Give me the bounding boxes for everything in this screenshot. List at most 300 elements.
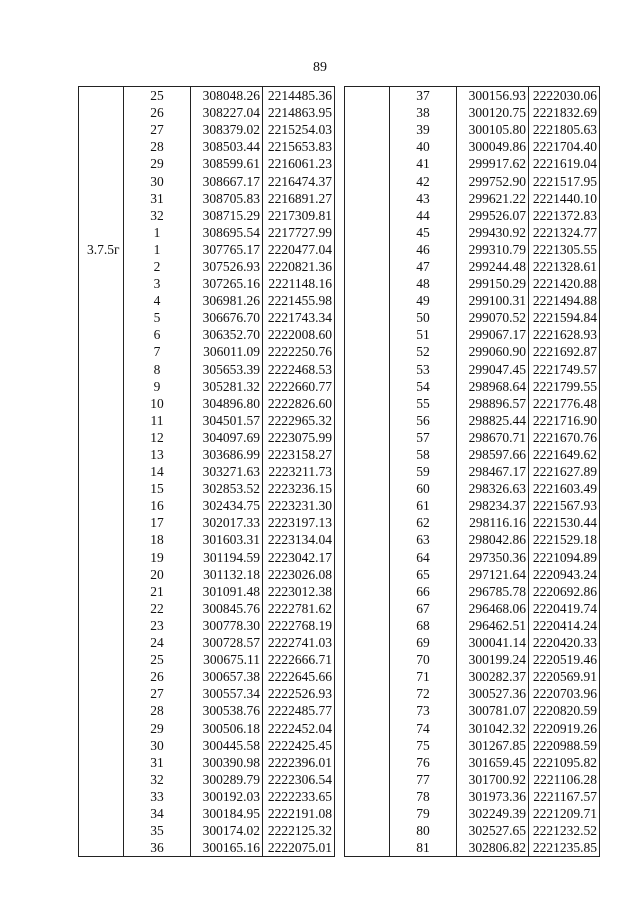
table-row xyxy=(79,429,335,446)
table-row xyxy=(79,651,335,668)
y-coordinate-cell: 2223026.08 xyxy=(263,566,335,583)
section-cell xyxy=(345,258,390,275)
y-coordinate-cell: 2223158.27 xyxy=(263,446,335,463)
point-number-cell: 30 xyxy=(124,737,191,754)
table-row xyxy=(345,805,600,822)
y-coordinate-cell: 2222396.01 xyxy=(263,754,335,771)
point-number-cell: 46 xyxy=(390,241,457,258)
table-row xyxy=(79,258,335,275)
section-cell: 3.7.5г xyxy=(79,241,124,258)
y-coordinate-cell: 2221832.69 xyxy=(529,104,600,121)
y-coordinate-cell: 2221232.52 xyxy=(529,822,600,839)
table-row xyxy=(345,754,600,771)
point-number-cell: 42 xyxy=(390,172,457,189)
y-coordinate-cell: 2221716.90 xyxy=(529,412,600,429)
point-number-cell: 76 xyxy=(390,754,457,771)
y-coordinate-cell: 2216061.23 xyxy=(263,155,335,172)
point-number-cell: 74 xyxy=(390,719,457,736)
y-coordinate-cell: 2221095.82 xyxy=(529,754,600,771)
section-cell xyxy=(345,361,390,378)
section-cell xyxy=(79,514,124,531)
x-coordinate-cell: 301973.36 xyxy=(457,788,529,805)
section-cell xyxy=(79,754,124,771)
x-coordinate-cell: 307765.17 xyxy=(191,241,263,258)
table-row xyxy=(345,446,600,463)
y-coordinate-cell: 2222526.93 xyxy=(263,685,335,702)
point-number-cell: 1 xyxy=(124,224,191,241)
table-row xyxy=(345,617,600,634)
x-coordinate-cell: 299150.29 xyxy=(457,275,529,292)
section-cell xyxy=(79,805,124,822)
section-cell xyxy=(345,685,390,702)
table-row xyxy=(345,207,600,224)
x-coordinate-cell: 298234.37 xyxy=(457,497,529,514)
point-number-cell: 26 xyxy=(124,104,191,121)
section-cell xyxy=(79,275,124,292)
y-coordinate-cell: 2216474.37 xyxy=(263,172,335,189)
section-cell xyxy=(345,668,390,685)
section-cell xyxy=(345,617,390,634)
section-cell xyxy=(345,326,390,343)
x-coordinate-cell: 301132.18 xyxy=(191,566,263,583)
y-coordinate-cell: 2221799.55 xyxy=(529,378,600,395)
x-coordinate-cell: 301194.59 xyxy=(191,549,263,566)
x-coordinate-cell: 299100.31 xyxy=(457,292,529,309)
x-coordinate-cell: 298968.64 xyxy=(457,378,529,395)
x-coordinate-cell: 306981.26 xyxy=(191,292,263,309)
table-row xyxy=(345,514,600,531)
section-cell xyxy=(345,463,390,480)
y-coordinate-cell: 2221372.83 xyxy=(529,207,600,224)
y-coordinate-cell: 2222485.77 xyxy=(263,702,335,719)
section-cell xyxy=(345,104,390,121)
section-cell xyxy=(79,531,124,548)
table-row xyxy=(345,378,600,395)
point-number-cell: 81 xyxy=(390,839,457,857)
y-coordinate-cell: 2221209.71 xyxy=(529,805,600,822)
section-cell xyxy=(79,429,124,446)
y-coordinate-cell: 2221094.89 xyxy=(529,549,600,566)
section-cell xyxy=(79,702,124,719)
section-cell xyxy=(79,87,124,105)
table-row xyxy=(345,87,600,105)
x-coordinate-cell: 300282.37 xyxy=(457,668,529,685)
table-row xyxy=(345,771,600,788)
y-coordinate-cell: 2223075.99 xyxy=(263,429,335,446)
x-coordinate-cell: 306352.70 xyxy=(191,326,263,343)
table-row xyxy=(345,172,600,189)
section-cell xyxy=(79,583,124,600)
y-coordinate-cell: 2222965.32 xyxy=(263,412,335,429)
y-coordinate-cell: 2222660.77 xyxy=(263,378,335,395)
x-coordinate-cell: 296468.06 xyxy=(457,600,529,617)
table-row xyxy=(345,104,600,121)
table-row xyxy=(345,480,600,497)
x-coordinate-cell: 298042.86 xyxy=(457,531,529,548)
table-row xyxy=(79,155,335,172)
table-row xyxy=(79,463,335,480)
point-number-cell: 43 xyxy=(390,190,457,207)
y-coordinate-cell: 2220943.24 xyxy=(529,566,600,583)
section-cell xyxy=(79,361,124,378)
y-coordinate-cell: 2223134.04 xyxy=(263,531,335,548)
table-row xyxy=(345,190,600,207)
section-cell xyxy=(79,412,124,429)
point-number-cell: 32 xyxy=(124,207,191,224)
table-row xyxy=(345,241,600,258)
section-cell xyxy=(79,497,124,514)
table-row xyxy=(79,497,335,514)
table-row xyxy=(79,634,335,651)
y-coordinate-cell: 2221455.98 xyxy=(263,292,335,309)
x-coordinate-cell: 300105.80 xyxy=(457,121,529,138)
x-coordinate-cell: 304501.57 xyxy=(191,412,263,429)
table-row xyxy=(345,309,600,326)
x-coordinate-cell: 300041.14 xyxy=(457,634,529,651)
y-coordinate-cell: 2222741.03 xyxy=(263,634,335,651)
point-number-cell: 39 xyxy=(390,121,457,138)
section-cell xyxy=(345,702,390,719)
y-coordinate-cell: 2221567.93 xyxy=(529,497,600,514)
y-coordinate-cell: 2214863.95 xyxy=(263,104,335,121)
y-coordinate-cell: 2220703.96 xyxy=(529,685,600,702)
section-cell xyxy=(345,138,390,155)
section-cell xyxy=(79,121,124,138)
section-cell xyxy=(345,566,390,583)
y-coordinate-cell: 2220919.26 xyxy=(529,719,600,736)
section-cell xyxy=(79,138,124,155)
x-coordinate-cell: 303686.99 xyxy=(191,446,263,463)
table-row xyxy=(345,651,600,668)
x-coordinate-cell: 300781.07 xyxy=(457,702,529,719)
point-number-cell: 24 xyxy=(124,634,191,651)
point-number-cell: 52 xyxy=(390,343,457,360)
table-row xyxy=(345,121,600,138)
section-cell xyxy=(345,207,390,224)
x-coordinate-cell: 306676.70 xyxy=(191,309,263,326)
point-number-cell: 65 xyxy=(390,566,457,583)
point-number-cell: 38 xyxy=(390,104,457,121)
point-number-cell: 4 xyxy=(124,292,191,309)
point-number-cell: 30 xyxy=(124,172,191,189)
section-cell xyxy=(79,326,124,343)
y-coordinate-cell: 2222468.53 xyxy=(263,361,335,378)
x-coordinate-cell: 301659.45 xyxy=(457,754,529,771)
point-number-cell: 78 xyxy=(390,788,457,805)
x-coordinate-cell: 308705.83 xyxy=(191,190,263,207)
table-row xyxy=(79,514,335,531)
point-number-cell: 69 xyxy=(390,634,457,651)
x-coordinate-cell: 302249.39 xyxy=(457,805,529,822)
coordinates-table-left xyxy=(78,86,335,857)
point-number-cell: 23 xyxy=(124,617,191,634)
section-cell xyxy=(79,309,124,326)
section-cell xyxy=(79,155,124,172)
table-row xyxy=(79,87,335,105)
table-row xyxy=(345,395,600,412)
x-coordinate-cell: 308695.54 xyxy=(191,224,263,241)
table-row xyxy=(79,617,335,634)
x-coordinate-cell: 298597.66 xyxy=(457,446,529,463)
table-row xyxy=(345,566,600,583)
table-row xyxy=(79,600,335,617)
x-coordinate-cell: 298670.71 xyxy=(457,429,529,446)
section-cell xyxy=(345,531,390,548)
point-number-cell: 20 xyxy=(124,566,191,583)
y-coordinate-cell: 2222452.04 xyxy=(263,719,335,736)
point-number-cell: 17 xyxy=(124,514,191,531)
section-cell xyxy=(345,309,390,326)
section-cell xyxy=(345,497,390,514)
y-coordinate-cell: 2221167.57 xyxy=(529,788,600,805)
section-cell xyxy=(79,634,124,651)
point-number-cell: 25 xyxy=(124,651,191,668)
x-coordinate-cell: 299244.48 xyxy=(457,258,529,275)
section-cell xyxy=(345,155,390,172)
point-number-cell: 50 xyxy=(390,309,457,326)
point-number-cell: 9 xyxy=(124,378,191,395)
point-number-cell: 33 xyxy=(124,788,191,805)
x-coordinate-cell: 301091.48 xyxy=(191,583,263,600)
x-coordinate-cell: 307265.16 xyxy=(191,275,263,292)
point-number-cell: 35 xyxy=(124,822,191,839)
table-row xyxy=(345,463,600,480)
table-row xyxy=(79,378,335,395)
point-number-cell: 53 xyxy=(390,361,457,378)
x-coordinate-cell: 300728.57 xyxy=(191,634,263,651)
y-coordinate-cell: 2220420.33 xyxy=(529,634,600,651)
point-number-cell: 54 xyxy=(390,378,457,395)
section-cell xyxy=(79,668,124,685)
section-cell xyxy=(345,583,390,600)
y-coordinate-cell: 2222250.76 xyxy=(263,343,335,360)
point-number-cell: 56 xyxy=(390,412,457,429)
x-coordinate-cell: 300174.02 xyxy=(191,822,263,839)
section-cell xyxy=(345,788,390,805)
x-coordinate-cell: 298467.17 xyxy=(457,463,529,480)
table-row xyxy=(79,343,335,360)
table-row xyxy=(79,309,335,326)
point-number-cell: 58 xyxy=(390,446,457,463)
table-row xyxy=(79,839,335,857)
x-coordinate-cell: 302434.75 xyxy=(191,497,263,514)
section-cell xyxy=(345,514,390,531)
x-coordinate-cell: 308503.44 xyxy=(191,138,263,155)
x-coordinate-cell: 304896.80 xyxy=(191,395,263,412)
point-number-cell: 27 xyxy=(124,121,191,138)
section-cell xyxy=(79,651,124,668)
x-coordinate-cell: 298116.16 xyxy=(457,514,529,531)
table-row xyxy=(79,719,335,736)
y-coordinate-cell: 2222191.08 xyxy=(263,805,335,822)
x-coordinate-cell: 300184.95 xyxy=(191,805,263,822)
x-coordinate-cell: 300557.34 xyxy=(191,685,263,702)
table-row xyxy=(345,600,600,617)
x-coordinate-cell: 300199.24 xyxy=(457,651,529,668)
x-coordinate-cell: 305281.32 xyxy=(191,378,263,395)
table-row xyxy=(79,805,335,822)
x-coordinate-cell: 299621.22 xyxy=(457,190,529,207)
section-cell xyxy=(79,395,124,412)
section-cell xyxy=(79,719,124,736)
x-coordinate-cell: 300657.38 xyxy=(191,668,263,685)
x-coordinate-cell: 300445.58 xyxy=(191,737,263,754)
x-coordinate-cell: 303271.63 xyxy=(191,463,263,480)
section-cell xyxy=(345,224,390,241)
table-row xyxy=(79,480,335,497)
point-number-cell: 28 xyxy=(124,138,191,155)
table-row xyxy=(345,788,600,805)
section-cell xyxy=(79,839,124,857)
table-row xyxy=(345,292,600,309)
x-coordinate-cell: 302017.33 xyxy=(191,514,263,531)
x-coordinate-cell: 298825.44 xyxy=(457,412,529,429)
point-number-cell: 29 xyxy=(124,719,191,736)
table-row xyxy=(345,634,600,651)
y-coordinate-cell: 2221627.89 xyxy=(529,463,600,480)
section-cell xyxy=(79,549,124,566)
x-coordinate-cell: 299067.17 xyxy=(457,326,529,343)
y-coordinate-cell: 2223211.73 xyxy=(263,463,335,480)
section-cell xyxy=(345,429,390,446)
x-coordinate-cell: 302527.65 xyxy=(457,822,529,839)
y-coordinate-cell: 2221619.04 xyxy=(529,155,600,172)
x-coordinate-cell: 300390.98 xyxy=(191,754,263,771)
table-row xyxy=(79,549,335,566)
table-row xyxy=(345,549,600,566)
y-coordinate-cell: 2215254.03 xyxy=(263,121,335,138)
y-coordinate-cell: 2220988.59 xyxy=(529,737,600,754)
point-number-cell: 25 xyxy=(124,87,191,105)
y-coordinate-cell: 2222008.60 xyxy=(263,326,335,343)
point-number-cell: 45 xyxy=(390,224,457,241)
section-cell xyxy=(345,754,390,771)
point-number-cell: 31 xyxy=(124,190,191,207)
table-row xyxy=(79,104,335,121)
point-number-cell: 68 xyxy=(390,617,457,634)
table-row xyxy=(79,207,335,224)
y-coordinate-cell: 2215653.83 xyxy=(263,138,335,155)
point-number-cell: 37 xyxy=(390,87,457,105)
y-coordinate-cell: 2221328.61 xyxy=(529,258,600,275)
y-coordinate-cell: 2222233.65 xyxy=(263,788,335,805)
y-coordinate-cell: 2220477.04 xyxy=(263,241,335,258)
table-row xyxy=(345,822,600,839)
table-row xyxy=(345,155,600,172)
table-row xyxy=(79,668,335,685)
y-coordinate-cell: 2221743.34 xyxy=(263,309,335,326)
point-number-cell: 14 xyxy=(124,463,191,480)
y-coordinate-cell: 2222826.60 xyxy=(263,395,335,412)
x-coordinate-cell: 307526.93 xyxy=(191,258,263,275)
point-number-cell: 40 xyxy=(390,138,457,155)
x-coordinate-cell: 300289.79 xyxy=(191,771,263,788)
x-coordinate-cell: 300845.76 xyxy=(191,600,263,617)
y-coordinate-cell: 2221603.49 xyxy=(529,480,600,497)
y-coordinate-cell: 2223012.38 xyxy=(263,583,335,600)
point-number-cell: 59 xyxy=(390,463,457,480)
table-row xyxy=(345,497,600,514)
section-cell xyxy=(79,292,124,309)
y-coordinate-cell: 2221305.55 xyxy=(529,241,600,258)
section-cell xyxy=(345,839,390,857)
table-row xyxy=(79,190,335,207)
section-cell xyxy=(79,104,124,121)
y-coordinate-cell: 2221649.62 xyxy=(529,446,600,463)
point-number-cell: 6 xyxy=(124,326,191,343)
point-number-cell: 8 xyxy=(124,361,191,378)
y-coordinate-cell: 2216891.27 xyxy=(263,190,335,207)
table-row xyxy=(79,326,335,343)
point-number-cell: 71 xyxy=(390,668,457,685)
x-coordinate-cell: 308048.26 xyxy=(191,87,263,105)
y-coordinate-cell: 2221670.76 xyxy=(529,429,600,446)
point-number-cell: 47 xyxy=(390,258,457,275)
table-row xyxy=(79,754,335,771)
table-row xyxy=(79,292,335,309)
section-cell xyxy=(345,172,390,189)
section-cell xyxy=(79,822,124,839)
y-coordinate-cell: 2222125.32 xyxy=(263,822,335,839)
section-cell xyxy=(79,224,124,241)
y-coordinate-cell: 2221692.87 xyxy=(529,343,600,360)
table-row xyxy=(79,822,335,839)
x-coordinate-cell: 299060.90 xyxy=(457,343,529,360)
section-cell xyxy=(345,822,390,839)
table-row xyxy=(345,138,600,155)
point-number-cell: 28 xyxy=(124,702,191,719)
point-number-cell: 80 xyxy=(390,822,457,839)
y-coordinate-cell: 2221529.18 xyxy=(529,531,600,548)
table-row xyxy=(79,138,335,155)
x-coordinate-cell: 308599.61 xyxy=(191,155,263,172)
x-coordinate-cell: 300120.75 xyxy=(457,104,529,121)
section-cell xyxy=(79,566,124,583)
section-cell xyxy=(79,737,124,754)
table-row xyxy=(79,446,335,463)
y-coordinate-cell: 2214485.36 xyxy=(263,87,335,105)
section-cell xyxy=(79,343,124,360)
y-coordinate-cell: 2220414.24 xyxy=(529,617,600,634)
x-coordinate-cell: 298896.57 xyxy=(457,395,529,412)
table-row xyxy=(79,275,335,292)
x-coordinate-cell: 299430.92 xyxy=(457,224,529,241)
x-coordinate-cell: 299526.07 xyxy=(457,207,529,224)
section-cell xyxy=(345,395,390,412)
point-number-cell: 41 xyxy=(390,155,457,172)
section-cell xyxy=(345,480,390,497)
section-cell xyxy=(345,412,390,429)
section-cell xyxy=(345,343,390,360)
section-cell xyxy=(345,241,390,258)
y-coordinate-cell: 2221805.63 xyxy=(529,121,600,138)
point-number-cell: 49 xyxy=(390,292,457,309)
table-row xyxy=(345,258,600,275)
table-row xyxy=(345,668,600,685)
section-cell xyxy=(79,600,124,617)
x-coordinate-cell: 300778.30 xyxy=(191,617,263,634)
point-number-cell: 66 xyxy=(390,583,457,600)
table-row xyxy=(345,685,600,702)
point-number-cell: 19 xyxy=(124,549,191,566)
section-cell xyxy=(79,207,124,224)
section-cell xyxy=(345,600,390,617)
x-coordinate-cell: 308227.04 xyxy=(191,104,263,121)
x-coordinate-cell: 304097.69 xyxy=(191,429,263,446)
y-coordinate-cell: 2220519.46 xyxy=(529,651,600,668)
x-coordinate-cell: 296462.51 xyxy=(457,617,529,634)
section-cell xyxy=(345,737,390,754)
